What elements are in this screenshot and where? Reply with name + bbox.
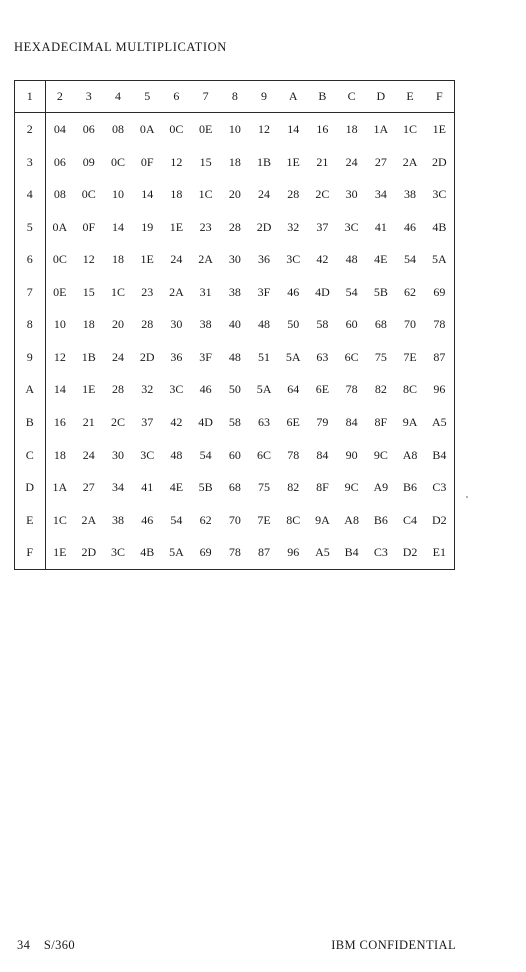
- product-cell: 27: [82, 480, 95, 495]
- product-cell: 08: [112, 122, 124, 137]
- product-cell: 41: [141, 480, 154, 495]
- product-cell: 96: [287, 545, 300, 560]
- product-cell: 19: [141, 219, 154, 234]
- product-cell: 14: [287, 122, 300, 137]
- product-cell: B6: [403, 480, 418, 495]
- product-cell: 34: [374, 187, 387, 202]
- product-cell: 2C: [111, 414, 126, 429]
- product-cell: 0C: [52, 252, 67, 267]
- table-row: [15, 211, 454, 244]
- product-cell: 4E: [169, 480, 184, 495]
- product-cell: 37: [316, 219, 329, 234]
- product-cell: 27: [374, 154, 387, 169]
- table-row: [15, 276, 454, 309]
- product-cell: 54: [170, 512, 183, 527]
- product-cell: 32: [287, 219, 300, 234]
- row-header: 8: [15, 309, 45, 342]
- column-header: 7: [191, 81, 220, 113]
- product-cell: 78: [345, 382, 358, 397]
- hex-multiplication-table: [15, 81, 454, 569]
- product-cell: 23: [199, 219, 212, 234]
- product-cell: 18: [170, 187, 183, 202]
- column-header: E: [395, 81, 424, 113]
- row-header: C: [15, 439, 45, 472]
- product-cell: 2A: [198, 252, 213, 267]
- page-number: 34: [17, 938, 31, 952]
- multiplication-table-frame: [14, 80, 455, 570]
- product-cell: 28: [287, 187, 300, 202]
- row-header: 5: [15, 211, 45, 244]
- product-cell: 38: [228, 284, 241, 299]
- row-header: 7: [15, 276, 45, 309]
- product-cell: 20: [228, 187, 241, 202]
- product-cell: 60: [228, 447, 241, 462]
- column-header: 2: [45, 81, 74, 113]
- product-cell: 21: [82, 414, 95, 429]
- product-cell: 46: [199, 382, 212, 397]
- product-cell: 10: [228, 122, 241, 137]
- product-cell: 18: [345, 122, 358, 137]
- column-header: 8: [220, 81, 249, 113]
- product-cell: 20: [112, 317, 124, 332]
- product-cell: 6C: [344, 349, 359, 364]
- product-cell: 0F: [140, 154, 154, 169]
- product-cell: 84: [345, 414, 358, 429]
- table-row: [15, 374, 454, 407]
- product-cell: 54: [199, 447, 212, 462]
- product-cell: 50: [228, 382, 241, 397]
- product-cell: 2D: [431, 154, 447, 169]
- product-cell: 3C: [140, 447, 155, 462]
- product-cell: 12: [258, 122, 271, 137]
- product-cell: 8F: [316, 480, 329, 495]
- product-cell: 1B: [81, 349, 96, 364]
- product-cell: 1B: [257, 154, 272, 169]
- product-cell: E1: [432, 545, 446, 560]
- product-cell: 5A: [285, 349, 301, 364]
- product-cell: 5A: [431, 252, 447, 267]
- product-cell: 21: [316, 154, 329, 169]
- column-header: D: [366, 81, 395, 113]
- product-cell: 24: [82, 447, 95, 462]
- table-row: [15, 309, 454, 342]
- product-cell: 3F: [257, 284, 271, 299]
- row-header: 9: [15, 341, 45, 374]
- product-cell: 1E: [432, 122, 446, 137]
- product-cell: 9A: [315, 512, 330, 527]
- product-cell: 30: [170, 317, 183, 332]
- column-header: 5: [133, 81, 162, 113]
- series-label: S/360: [43, 938, 76, 952]
- product-cell: 79: [316, 414, 329, 429]
- column-header: C: [337, 81, 366, 113]
- product-cell: 51: [258, 349, 271, 364]
- product-cell: 1A: [373, 122, 389, 137]
- product-cell: 1E: [82, 382, 96, 397]
- product-cell: 75: [374, 349, 387, 364]
- row-header: 3: [15, 146, 45, 179]
- table-row: [15, 113, 454, 147]
- column-header: 4: [103, 81, 132, 113]
- product-cell: 16: [316, 122, 329, 137]
- product-cell: 2D: [139, 349, 155, 364]
- product-cell: A5: [431, 414, 447, 429]
- table-row: [15, 179, 454, 212]
- product-cell: 48: [258, 317, 271, 332]
- product-cell: 75: [258, 480, 271, 495]
- product-cell: 78: [287, 447, 300, 462]
- product-cell: 42: [316, 252, 329, 267]
- product-cell: 3C: [286, 252, 301, 267]
- product-cell: 23: [141, 284, 154, 299]
- product-cell: 64: [287, 382, 300, 397]
- product-cell: 7E: [403, 349, 417, 364]
- product-cell: 60: [345, 317, 358, 332]
- product-cell: 24: [112, 349, 124, 364]
- product-cell: A8: [344, 512, 359, 527]
- product-cell: 0C: [169, 122, 184, 137]
- product-cell: 6E: [315, 382, 330, 397]
- product-cell: 14: [112, 219, 124, 234]
- product-cell: 0E: [53, 284, 67, 299]
- product-cell: 2A: [81, 512, 97, 527]
- product-cell: A5: [315, 545, 330, 560]
- product-cell: 58: [316, 317, 329, 332]
- product-cell: 8F: [374, 414, 388, 429]
- product-cell: 38: [404, 187, 417, 202]
- product-cell: 6C: [257, 447, 272, 462]
- product-cell: 7E: [257, 512, 271, 527]
- product-cell: 9C: [373, 447, 388, 462]
- product-cell: 46: [141, 512, 154, 527]
- page-title: HEXADECIMAL MULTIPLICATION: [14, 40, 227, 54]
- product-cell: 69: [199, 545, 212, 560]
- product-cell: 34: [112, 480, 124, 495]
- row-header: E: [15, 504, 45, 537]
- column-header: B: [308, 81, 337, 113]
- product-cell: 36: [258, 252, 271, 267]
- table-row: [15, 536, 454, 569]
- table-corner-cell: 1: [15, 81, 45, 113]
- product-cell: 1A: [52, 480, 68, 495]
- product-cell: 82: [287, 480, 300, 495]
- table-header-row: [15, 81, 454, 113]
- product-cell: 87: [258, 545, 271, 560]
- product-cell: 3F: [199, 349, 212, 364]
- product-cell: 32: [141, 382, 154, 397]
- row-header: 6: [15, 244, 45, 277]
- product-cell: 63: [258, 414, 271, 429]
- product-cell: D2: [431, 512, 447, 527]
- product-cell: 15: [82, 284, 95, 299]
- product-cell: 0F: [82, 219, 96, 234]
- product-cell: 18: [53, 447, 66, 462]
- product-cell: 42: [170, 414, 183, 429]
- product-cell: 3C: [111, 545, 126, 560]
- product-cell: 50: [287, 317, 300, 332]
- product-cell: 18: [112, 252, 124, 267]
- product-cell: 3C: [169, 382, 184, 397]
- row-header: B: [15, 406, 45, 439]
- product-cell: 4E: [374, 252, 388, 267]
- product-cell: 1C: [198, 187, 213, 202]
- row-header: F: [15, 536, 45, 569]
- product-cell: 78: [228, 545, 241, 560]
- product-cell: D2: [402, 545, 418, 560]
- product-cell: 1C: [52, 512, 67, 527]
- table-row: [15, 146, 454, 179]
- product-cell: 38: [199, 317, 212, 332]
- classification-label: IBM CONFIDENTIAL: [331, 938, 456, 952]
- product-cell: 30: [112, 447, 124, 462]
- product-cell: 10: [112, 187, 124, 202]
- product-cell: 68: [228, 480, 241, 495]
- product-cell: 4D: [315, 284, 330, 299]
- product-cell: 1E: [169, 219, 184, 234]
- product-cell: 46: [287, 284, 300, 299]
- product-cell: 0C: [81, 187, 96, 202]
- row-header: 4: [15, 179, 45, 212]
- product-cell: 0E: [198, 122, 213, 137]
- product-cell: 36: [170, 349, 183, 364]
- product-cell: 28: [228, 219, 241, 234]
- product-cell: 84: [316, 447, 329, 462]
- product-cell: 24: [345, 154, 358, 169]
- row-header: 2: [15, 113, 45, 147]
- product-cell: 82: [374, 382, 387, 397]
- product-cell: 24: [170, 252, 183, 267]
- product-cell: 14: [53, 382, 66, 397]
- product-cell: 9A: [402, 414, 418, 429]
- product-cell: 12: [53, 349, 66, 364]
- table-row: [15, 439, 454, 472]
- product-cell: 68: [374, 317, 387, 332]
- product-cell: 30: [345, 187, 358, 202]
- product-cell: 31: [199, 284, 212, 299]
- product-cell: 14: [141, 187, 154, 202]
- table-row: [15, 244, 454, 277]
- product-cell: 54: [345, 284, 358, 299]
- product-cell: 15: [199, 154, 212, 169]
- column-header: 6: [162, 81, 191, 113]
- column-header: F: [425, 81, 454, 113]
- product-cell: 18: [82, 317, 95, 332]
- product-cell: 1E: [286, 154, 300, 169]
- product-cell: 2D: [81, 545, 97, 560]
- product-cell: 3C: [344, 219, 359, 234]
- product-cell: 06: [53, 154, 66, 169]
- product-cell: 70: [228, 512, 241, 527]
- product-cell: 5B: [198, 480, 213, 495]
- product-cell: 70: [404, 317, 417, 332]
- product-cell: 48: [228, 349, 241, 364]
- product-cell: 4D: [198, 414, 213, 429]
- product-cell: 0A: [52, 219, 68, 234]
- product-cell: 48: [170, 447, 183, 462]
- product-cell: 5A: [169, 545, 184, 560]
- product-cell: 18: [228, 154, 241, 169]
- product-cell: 90: [345, 447, 358, 462]
- product-cell: 12: [170, 154, 183, 169]
- product-cell: 28: [141, 317, 154, 332]
- product-cell: 1C: [403, 122, 418, 137]
- product-cell: 9C: [344, 480, 359, 495]
- product-cell: B6: [373, 512, 388, 527]
- product-cell: 63: [316, 349, 329, 364]
- product-cell: 58: [228, 414, 241, 429]
- product-cell: 2C: [315, 187, 330, 202]
- product-cell: 1E: [53, 545, 67, 560]
- product-cell: 08: [53, 187, 66, 202]
- table-row: [15, 341, 454, 374]
- footer-left: [17, 938, 75, 953]
- product-cell: 0C: [111, 154, 126, 169]
- product-cell: 09: [82, 154, 95, 169]
- product-cell: 28: [112, 382, 124, 397]
- product-cell: 38: [112, 512, 124, 527]
- product-cell: 1E: [140, 252, 154, 267]
- product-cell: 87: [433, 349, 446, 364]
- row-header: A: [15, 374, 45, 407]
- product-cell: 3C: [432, 187, 447, 202]
- product-cell: 62: [199, 512, 212, 527]
- product-cell: 1C: [111, 284, 126, 299]
- product-cell: C3: [432, 480, 447, 495]
- product-cell: 12: [82, 252, 95, 267]
- column-header: A: [279, 81, 308, 113]
- product-cell: C3: [373, 545, 388, 560]
- product-cell: 40: [228, 317, 241, 332]
- product-cell: 16: [53, 414, 66, 429]
- table-row: [15, 504, 454, 537]
- product-cell: 8C: [403, 382, 418, 397]
- product-cell: C4: [403, 512, 418, 527]
- page-speck: [466, 496, 468, 498]
- table-row: [15, 471, 454, 504]
- product-cell: A9: [373, 480, 389, 495]
- product-cell: 24: [258, 187, 271, 202]
- product-cell: 4B: [140, 545, 155, 560]
- product-cell: 69: [433, 284, 446, 299]
- product-cell: 78: [433, 317, 446, 332]
- product-cell: 30: [228, 252, 241, 267]
- product-cell: 46: [404, 219, 417, 234]
- column-header: 3: [74, 81, 103, 113]
- product-cell: 2D: [256, 219, 272, 234]
- product-cell: 06: [82, 122, 95, 137]
- product-cell: 96: [433, 382, 446, 397]
- column-header: 9: [249, 81, 278, 113]
- product-cell: 5A: [256, 382, 272, 397]
- product-cell: 41: [374, 219, 387, 234]
- product-cell: 10: [53, 317, 66, 332]
- product-cell: 62: [404, 284, 417, 299]
- product-cell: A8: [402, 447, 418, 462]
- product-cell: 04: [53, 122, 66, 137]
- product-cell: 4B: [432, 219, 447, 234]
- product-cell: 2A: [169, 284, 184, 299]
- product-cell: 6E: [286, 414, 300, 429]
- product-cell: 5B: [373, 284, 388, 299]
- product-cell: 37: [141, 414, 154, 429]
- product-cell: 8C: [286, 512, 301, 527]
- product-cell: B4: [432, 447, 447, 462]
- product-cell: 0A: [139, 122, 155, 137]
- product-cell: 48: [345, 252, 358, 267]
- product-cell: 54: [404, 252, 417, 267]
- table-row: [15, 406, 454, 439]
- product-cell: B4: [344, 545, 359, 560]
- product-cell: 2A: [402, 154, 418, 169]
- row-header: D: [15, 471, 45, 504]
